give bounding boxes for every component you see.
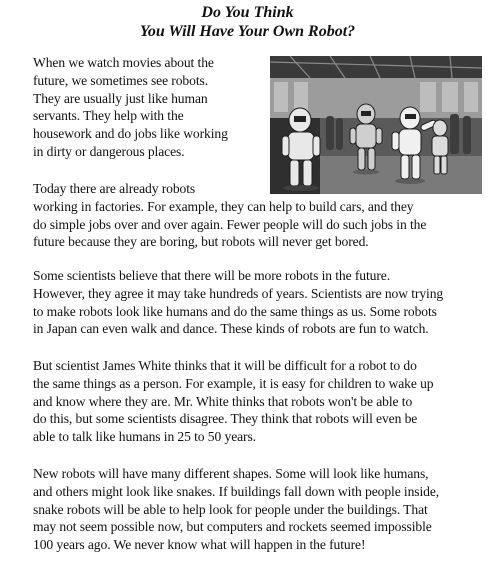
text-line: working in factories. For example, they can help to build cars, and they [33,198,414,214]
text-line: When we watch movies about the [33,55,214,70]
paragraph-4 [33,357,488,446]
text-line: snake robots will be able to help look for people under the buildings. That [33,501,428,517]
text-line: But scientist James White thinks that it will be difficult for a robot to do [33,358,417,373]
text-line: and know where they are. Mr. White thinks that robots won't be able to [33,393,413,409]
text-line: housework and do jobs like working [33,126,228,142]
title-line-1: Do You Think [201,4,294,21]
text-line: servants. They help with the [33,108,184,124]
text-line: Today there are already robots [33,181,196,196]
text-line: 100 years ago. We never know what will happen in the future! [33,537,366,553]
text-line: future because they are boring, but robots will never get bored. [33,234,369,250]
paragraph-2 [33,180,488,251]
text-line: in dirty or dangerous places. [33,143,185,159]
text-line: and others might look like snakes. If buildings fall down with people inside, [33,483,440,499]
text-line: in Japan can even walk and dance. These kinds of robots are fun to watch. [33,321,429,337]
text-line: to make robots look like humans and do the same things as us. Some robots [33,303,437,319]
text-line: able to talk like humans in 25 to 50 years. [33,429,256,445]
text-line: the same things as a person. For example, it is easy for children to wake up [33,375,434,391]
text-line: may not seem possible now, but computers and rockets seemed impossible [33,519,432,535]
text-line: However, they agree it may take hundreds of years. Scientists are now trying [33,285,444,301]
text-line: do this, but some scientists disagree. They think that robots will even be [33,411,418,427]
robots-photo [270,56,482,194]
text-line: New robots will have many different shapes. Some will look like humans, [33,466,429,481]
paragraph-1 [33,54,265,161]
text-line: do simple jobs over and over again. Fewer people will do such jobs in the [33,216,427,232]
text-line: future, we sometimes see robots. [33,72,208,88]
text-line: They are usually just like human [33,90,208,106]
paragraph-3 [33,267,488,338]
paragraph-5 [33,465,488,554]
text-line: Some scientists believe that there will be more robots in the future. [33,268,391,283]
title-line-2: You Will Have Your Own Robot? [139,23,356,40]
